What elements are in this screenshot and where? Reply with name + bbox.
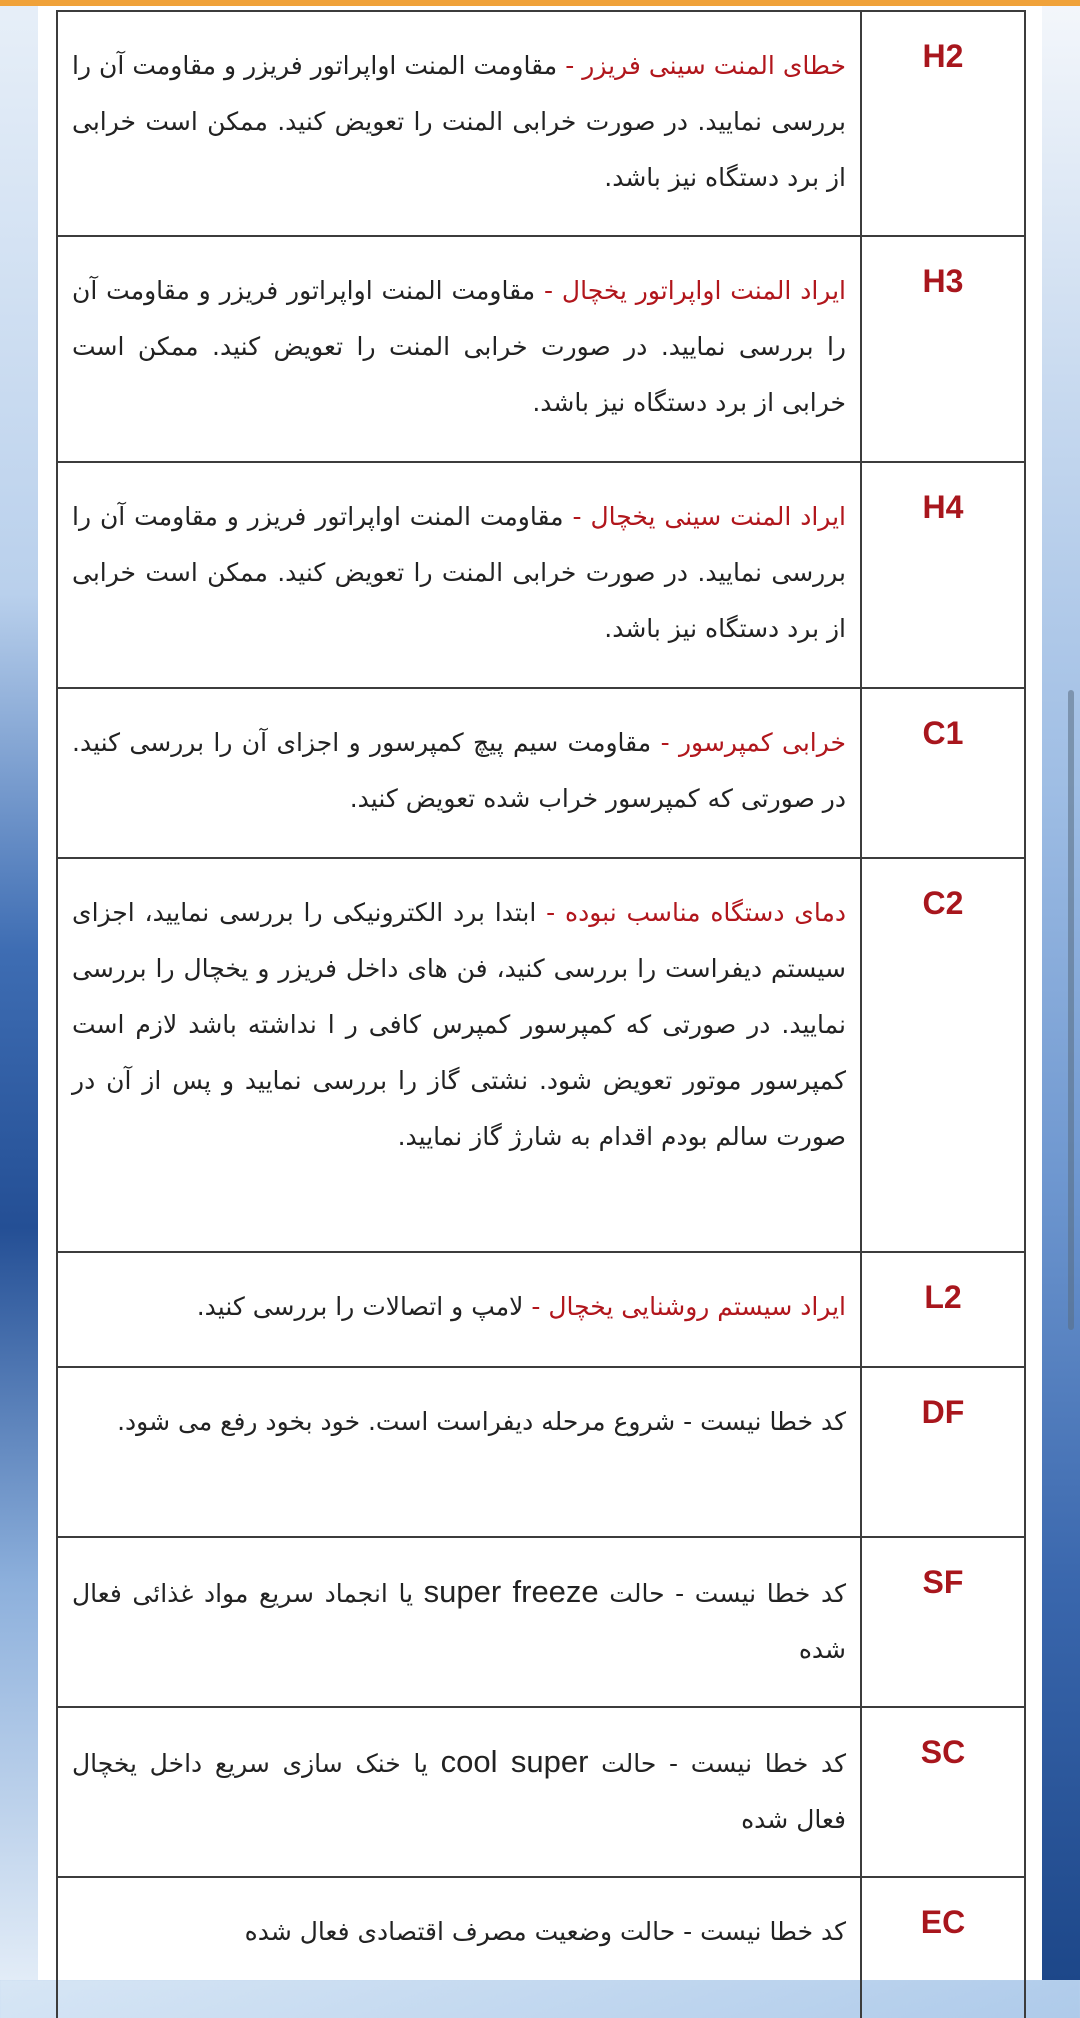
error-text: لامپ و اتصالات را بررسی کنید.: [196, 1292, 524, 1321]
error-text-after: یا خنک سازی سریع داخل یخچال فعال شده: [72, 1749, 846, 1834]
error-text: ابتدا برد الکترونیکی را بررسی نمایید، اجزای سیستم دیفراست را بررسی کنید، فن های داخل فریزر و یخچال را بررسی نمایید. در صورتی که کمپرسور کمپرس کافی ر ا نداشته باشد لازم است کمپرسور موتور تعویض شود. نشتی گاز را بررسی نمایید و پس از آن در صورت سالم بودم اقدام به شارژ گاز نمایید.: [72, 898, 846, 1151]
error-title: دمای دستگاه مناسب نبوده: [565, 898, 847, 927]
top-accent-bar: [0, 0, 1080, 6]
error-title: ایراد المنت سینی یخچال: [590, 502, 846, 531]
error-description: [58, 1538, 860, 1706]
error-text: کد خطا نیست - حالت وضعیت مصرف اقتصادی فعال شده: [244, 1917, 846, 1946]
mode-name: super freeze: [423, 1574, 599, 1609]
error-description: [58, 1253, 860, 1366]
error-code: SF: [860, 1538, 1026, 1706]
error-text: مقاومت سیم پیچ کمپرسور و اجزای آن را بررسی کنید. در صورتی که کمپرسور خراب شده تعویض کنید.: [72, 728, 846, 813]
error-title: خطای المنت سینی فریزر: [582, 51, 847, 80]
separator: -: [572, 502, 582, 531]
error-code: SC: [860, 1708, 1026, 1876]
error-description: [58, 1708, 860, 1876]
document-page: [38, 0, 1042, 1980]
error-code: C1: [860, 689, 1026, 857]
separator: -: [546, 898, 556, 927]
error-title: ایراد سیستم روشنایی یخچال: [548, 1292, 846, 1321]
error-text-after: یا انجماد سریع مواد غذائی فعال شده: [72, 1579, 846, 1664]
error-text: کد خطا نیست - شروع مرحله دیفراست است. خود بخود رفع می شود.: [117, 1407, 846, 1436]
error-code: C2: [860, 859, 1026, 1251]
error-description: [58, 237, 860, 461]
error-title: ایراد المنت اواپراتور یخچال: [561, 276, 846, 305]
error-code: H2: [860, 12, 1026, 235]
error-code-table: [56, 10, 1026, 2018]
error-text-before: کد خطا نیست - حالت: [598, 1579, 846, 1608]
error-text-before: کد خطا نیست - حالت: [588, 1749, 847, 1778]
table-row: [58, 859, 1026, 1253]
table-row: [58, 1253, 1026, 1368]
scrollbar[interactable]: [1068, 690, 1074, 1330]
error-text: مقاومت المنت اواپراتور فریزر و مقاومت آن را بررسی نمایید. در صورت خرابی المنت را تعویض کنید. ممکن است خرابی از برد دستگاه نیز باشد.: [72, 502, 846, 643]
table-row: [58, 1538, 1026, 1708]
error-description: [58, 859, 860, 1251]
table-row: [58, 1368, 1026, 1538]
separator: -: [531, 1292, 541, 1321]
error-text: مقاومت المنت اواپراتور فریزر و مقاومت آن را بررسی نمایید. در صورت خرابی المنت را تعویض کنید. ممکن است خرابی از برد دستگاه نیز باشد.: [72, 276, 846, 417]
error-description: [58, 689, 860, 857]
error-code: L2: [860, 1253, 1026, 1366]
error-description: [58, 1878, 860, 2018]
error-description: [58, 1368, 860, 1536]
mode-name: cool super: [440, 1744, 589, 1779]
table-row: [58, 463, 1026, 689]
error-code: EC: [860, 1878, 1026, 2018]
error-code: DF: [860, 1368, 1026, 1536]
table-row: [58, 1878, 1026, 2018]
separator: -: [544, 276, 554, 305]
error-code: H4: [860, 463, 1026, 687]
error-text: مقاومت المنت اواپراتور فریزر و مقاومت آن را بررسی نمایید. در صورت خرابی المنت را تعویض کنید. ممکن است خرابی از برد دستگاه نیز باشد.: [72, 51, 846, 192]
separator: -: [565, 51, 575, 80]
table-row: [58, 1708, 1026, 1878]
separator: -: [660, 728, 670, 757]
table-row: [58, 689, 1026, 859]
table-row: [58, 237, 1026, 463]
error-code: H3: [860, 237, 1026, 461]
table-row: [58, 12, 1026, 237]
error-title: خرابی کمپرسور: [678, 728, 846, 757]
error-description: [58, 463, 860, 687]
error-description: [58, 12, 860, 235]
